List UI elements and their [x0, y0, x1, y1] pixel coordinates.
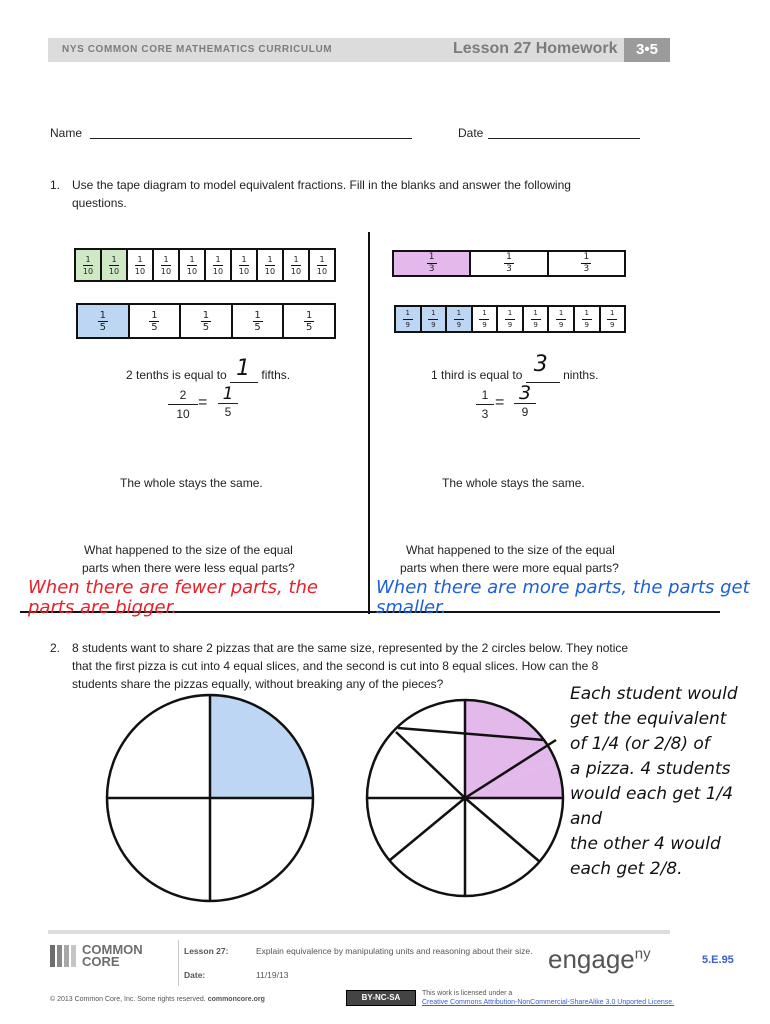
- copyright-text: [50, 996, 265, 1003]
- footer-separator: [178, 940, 179, 986]
- license-link[interactable]: Creative Commons Attribution-NonCommercial-ShareAlike 3.0 Unported License.: [422, 999, 675, 1006]
- q2-answer-line: a pizza. 4 students: [570, 759, 731, 779]
- q2-answer-line: each get 2/8.: [570, 859, 683, 879]
- tape-cell: $\frac{1}{10}$: [232, 250, 258, 280]
- q2-line1: 8 students want to share 2 pizzas that are the same size, represented by the 2 circles below. They notice: [72, 641, 629, 655]
- tape-cell: $\frac{1}{10}$: [128, 250, 154, 280]
- vertical-divider: [368, 232, 370, 614]
- footer-lesson-desc: Explain equivalence by manipulating units and reasoning about their size.: [256, 946, 533, 956]
- q2-answer-line: get the equivalent: [570, 709, 727, 729]
- right-equals: =: [495, 394, 505, 411]
- left-question-line1: What happened to the size of the equal: [84, 543, 293, 557]
- q2-line2: that the first pizza is cut into 4 equal slices, and the second is cut into 8 equal slices. How can the 8: [72, 659, 599, 673]
- q2-number: 2.: [50, 641, 61, 655]
- logo-bars-icon: [50, 945, 76, 967]
- brand-text: engage: [548, 944, 635, 974]
- tape-cell: $\frac{1}{9}$: [524, 307, 550, 331]
- tape-cell: $\frac{1}{9}$: [575, 307, 601, 331]
- left-handwritten-answer: When there are fewer parts, the parts are bigger.: [28, 577, 318, 618]
- tape-cell: $\frac{1}{10}$: [154, 250, 180, 280]
- fifths-tape-diagram: [76, 303, 336, 339]
- q2-answer-line: would each get 1/4 and: [570, 784, 734, 829]
- name-label: Name: [50, 126, 83, 140]
- footer-date-label: Date:: [184, 970, 206, 980]
- q1-text-line1: Use the tape diagram to model equivalent fractions. Fill in the blanks and answer the following: [72, 178, 571, 192]
- right-question-line2: parts when there were more equal parts?: [400, 561, 619, 575]
- tape-cell: $\frac{1}{10}$: [76, 250, 102, 280]
- tape-cell: $\frac{1}{9}$: [447, 307, 473, 331]
- pizza-fourths-shaded-slice: [210, 695, 313, 798]
- left-equals: =: [198, 394, 208, 411]
- left-answer-fraction: [218, 386, 238, 419]
- left-eq-fraction: [168, 388, 198, 421]
- brand-sup: ny: [634, 945, 651, 963]
- right-eq-fraction: [476, 388, 494, 421]
- tape-cell: $\frac{1}{5}$: [130, 305, 182, 337]
- q2-answer-line: of 1/4 (or 2/8) of: [570, 734, 710, 754]
- left-blank-answer: 1: [236, 356, 251, 381]
- tape-cell: $\frac{1}{3}$: [549, 252, 624, 275]
- footer-lesson-label: Lesson 27:: [184, 946, 229, 956]
- right-eq-num: 1: [481, 388, 489, 402]
- tape-cell: $\frac{1}{3}$: [471, 252, 548, 275]
- tape-cell: $\frac{1}{10}$: [102, 250, 128, 280]
- tape-cell: $\frac{1}{10}$: [316, 254, 328, 276]
- tape-cell: $\frac{1}{9}$: [396, 307, 422, 331]
- date-label: Date: [458, 126, 484, 140]
- logo-line2: CORE: [82, 954, 120, 969]
- tenths-tape-diagram: [74, 248, 336, 282]
- tape-cell: $\frac{1}{9}$: [422, 307, 448, 331]
- copyright-line: © 2013 Common Core, Inc. Some rights reserved.: [50, 996, 206, 1003]
- left-eq-num: 2: [179, 388, 187, 402]
- right-eq-den: 3: [481, 407, 489, 421]
- right-answer-fraction: [514, 384, 536, 419]
- ninths-tape-diagram: [394, 305, 626, 333]
- q2-handwritten-answer: [570, 682, 766, 882]
- curriculum-title: NYS COMMON CORE MATHEMATICS CURRICULUM: [62, 44, 333, 55]
- right-blank-answer: 3: [533, 352, 548, 377]
- tape-cell: $\frac{1}{9}$: [498, 307, 524, 331]
- tape-cell: $\frac{1}{5}$: [78, 305, 130, 337]
- right-statement-after: ninths.: [559, 368, 599, 382]
- common-core-logo: [50, 944, 143, 968]
- thirds-tape-diagram: [392, 250, 626, 277]
- right-statement-before: 1 third is equal to: [431, 368, 526, 382]
- tape-cell: $\frac{1}{10}$: [180, 250, 206, 280]
- right-ans-num: 3: [518, 382, 532, 404]
- right-statement: [431, 352, 599, 383]
- left-ans-den: 5: [224, 405, 232, 419]
- date-field[interactable]: [488, 138, 640, 139]
- tape-cell: $\frac{1}{10}$: [206, 250, 232, 280]
- module-badge: 3•5: [624, 38, 670, 62]
- right-ans-den: 9: [521, 405, 529, 419]
- left-ans-num: 1: [222, 384, 234, 404]
- license-line1: This work is licensed under a: [422, 990, 513, 997]
- name-field[interactable]: [90, 138, 412, 139]
- q1-number: 1.: [50, 178, 61, 192]
- pizza-eighths: [350, 690, 580, 920]
- tape-cell: $\frac{1}{10}$: [258, 250, 284, 280]
- cc-license-badge[interactable]: BY-NC-SA: [346, 990, 416, 1006]
- left-statement-after: fifths.: [258, 368, 291, 382]
- left-whole-text: The whole stays the same.: [120, 476, 263, 490]
- q2-line3: students share the pizzas equally, without breaking any of the pieces?: [72, 677, 444, 691]
- engageny-logo: [548, 944, 651, 975]
- q2-answer-line: the other 4 would: [570, 834, 721, 854]
- footer-date-value: 11/19/13: [256, 970, 289, 980]
- page-code: 5.E.95: [702, 954, 734, 966]
- tape-cell: $\frac{1}{9}$: [549, 307, 575, 331]
- q1-text-line2: questions.: [72, 196, 127, 210]
- left-statement-before: 2 tenths is equal to: [126, 368, 231, 382]
- tape-cell: $\frac{1}{9}$: [601, 307, 625, 331]
- left-question-line2: parts when there were less equal parts?: [82, 561, 295, 575]
- left-eq-den: 10: [176, 407, 190, 421]
- right-blank[interactable]: [526, 352, 560, 383]
- logo-line1: COMMON: [82, 942, 143, 957]
- right-handwritten-answer: When there are more parts, the parts get smaller.: [376, 577, 750, 618]
- q2-answer-line: Each student would: [570, 684, 738, 704]
- right-whole-text: The whole stays the same.: [442, 476, 585, 490]
- tape-cell: $\frac{1}{5}$: [181, 305, 233, 337]
- footer-divider: [48, 930, 670, 934]
- pizza-fourths: [100, 690, 330, 920]
- tape-cell: $\frac{1}{5}$: [233, 305, 285, 337]
- tape-cell: $\frac{1}{9}$: [473, 307, 499, 331]
- tape-cell: $\frac{1}{3}$: [394, 252, 471, 275]
- left-blank[interactable]: [230, 356, 258, 383]
- tape-cell: $\frac{1}{5}$: [305, 309, 313, 333]
- left-statement: [126, 356, 291, 383]
- right-question-line1: What happened to the size of the equal: [406, 543, 615, 557]
- license-text: [422, 989, 674, 1007]
- lesson-title: Lesson 27 Homework: [453, 40, 618, 57]
- copyright-site: commoncore.org: [207, 996, 265, 1003]
- tape-cell: $\frac{1}{10}$: [284, 250, 310, 280]
